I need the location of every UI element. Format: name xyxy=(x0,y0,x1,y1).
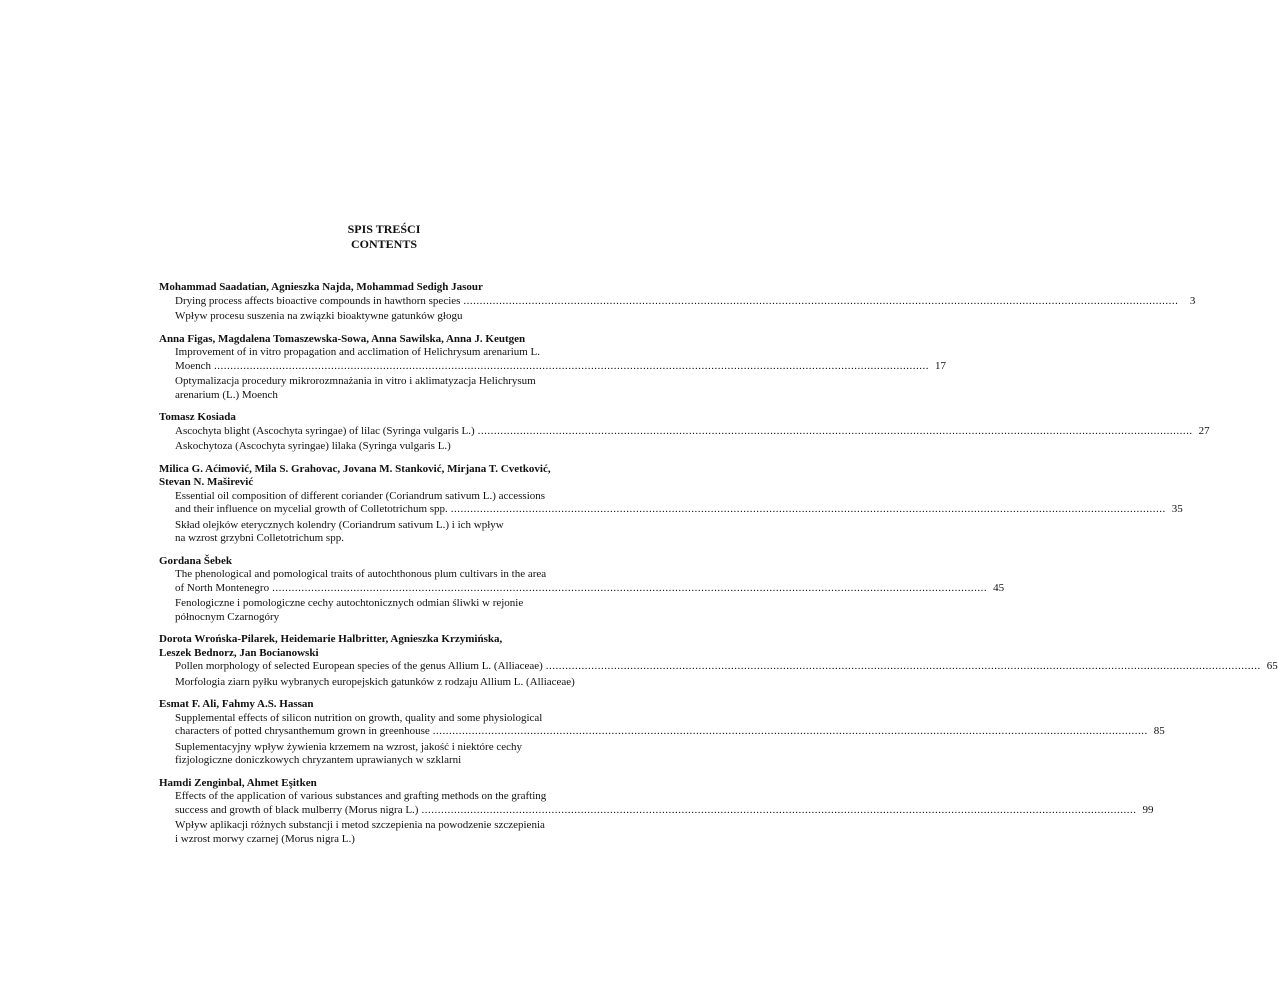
entry-body xyxy=(159,711,1165,768)
entry-authors xyxy=(159,411,612,425)
dot-leader: ............................................................................................................................................................................................................................ xyxy=(545,660,1261,672)
page-number[interactable]: 3 xyxy=(1189,294,1196,307)
english-title xyxy=(175,489,1183,517)
english-title xyxy=(175,660,1278,674)
entry-body xyxy=(159,346,947,402)
english-title-last-line xyxy=(175,803,1154,818)
entry-authors xyxy=(159,555,612,569)
polish-title-line: Fenologiczne i pomologiczne cechy autochtonicznych odmian śliwki w rejonie xyxy=(175,597,524,609)
english-title-line: Effects of the application of various substances and grafting methods on the grafting xyxy=(175,790,547,802)
polish-title-line: fizjologiczne doniczkowych chryzantem uprawianych w szklarni xyxy=(175,754,462,766)
title-polish: SPIS TREŚCI xyxy=(347,222,421,236)
english-title-last-line xyxy=(175,359,947,374)
author-line: Stevan N. Maširević xyxy=(159,476,254,488)
english-title-line: Supplemental effects of silicon nutrition on growth, quality and some physiological xyxy=(175,711,543,724)
entry-body xyxy=(159,424,1210,454)
polish-title xyxy=(175,676,612,690)
english-title-last-line xyxy=(175,503,1183,517)
page-number[interactable]: 35 xyxy=(1171,503,1183,515)
dot-leader: ............................................................................................................................................................................................................................ xyxy=(477,424,1193,437)
dot-leader: ............................................................................................................................................................................................................................ xyxy=(272,581,988,594)
toc-entry[interactable] xyxy=(159,554,1005,625)
english-title-line: Pollen morphology of selected European species of the genus Allium L. (Alliaceae) xyxy=(175,660,543,672)
polish-title xyxy=(175,519,612,546)
english-title-line: and their influence on mycelial growth of Colletotrichum spp. xyxy=(175,503,448,515)
english-title-line: Improvement of in vitro propagation and acclimation of Helichrysum arenarium L. xyxy=(175,346,541,358)
entry-body xyxy=(159,568,1005,624)
entry-authors xyxy=(159,698,612,712)
author-line: Gordana Šebek xyxy=(159,554,233,567)
toc-entry[interactable] xyxy=(159,633,1278,689)
polish-title-line: Wpływ aplikacji różnych substancji i metod szczepienia na powodzenie szczepienia xyxy=(175,819,545,831)
dot-leader: ............................................................................................................................................................................................................................ xyxy=(463,294,1179,307)
toc-entry[interactable] xyxy=(159,281,1196,324)
polish-title-line: i wzrost morwy czarnej (Morus nigra L.) xyxy=(175,832,355,845)
toc-entry[interactable] xyxy=(159,698,1165,768)
page-number[interactable]: 85 xyxy=(1153,725,1165,737)
polish-title-line: na wzrost grzybni Colletotrichum spp. xyxy=(175,532,344,544)
english-title-line: of North Montenegro xyxy=(175,581,270,594)
english-title-line: success and growth of black mulberry (Morus nigra L.) xyxy=(175,803,419,816)
polish-title-line: Morfologia ziarn pyłku wybranych europejskich gatunków z rodzaju Allium L. (Alliaceae) xyxy=(175,675,575,688)
entry-body xyxy=(159,790,1154,846)
english-title xyxy=(175,790,1154,817)
entry-body xyxy=(159,489,1183,546)
english-title-last-line xyxy=(175,660,1278,674)
polish-title-line: północnym Czarnogóry xyxy=(175,610,280,623)
author-line: Tomasz Kosiada xyxy=(159,411,236,423)
english-title-last-line xyxy=(175,725,1165,739)
toc-entry[interactable] xyxy=(159,332,947,403)
page-number[interactable]: 99 xyxy=(1142,803,1154,816)
english-title xyxy=(175,346,947,373)
polish-title xyxy=(175,440,612,454)
polish-title xyxy=(175,597,612,624)
table-of-contents xyxy=(159,281,1278,855)
polish-title xyxy=(175,310,612,324)
english-title-line: The phenological and pomological traits of autochthonous plum cultivars in the area xyxy=(175,568,547,580)
english-title-line: Ascochyta blight (Ascochyta syringae) of lilac (Syringa vulgaris L.) xyxy=(175,424,475,437)
entry-authors xyxy=(159,777,612,791)
english-title-last-line xyxy=(175,424,1210,439)
dot-leader: ............................................................................................................................................................................................................................ xyxy=(214,359,930,372)
page-number[interactable]: 45 xyxy=(993,581,1005,594)
polish-title-line: Suplementacyjny wpływ żywienia krzemem na wzrost, jakość i niektóre cechy xyxy=(175,740,522,753)
english-title-last-line xyxy=(175,581,1005,596)
english-title-line: Moench xyxy=(175,359,212,372)
polish-title-line: Askochytoza (Ascochyta syringae) lilaka (Syringa vulgaris L.) xyxy=(175,440,451,452)
english-title xyxy=(175,294,1196,309)
toc-entry[interactable] xyxy=(159,776,1154,847)
english-title-line: characters of potted chrysanthemum grown in greenhouse xyxy=(175,725,430,737)
author-line: Esmat F. Ali, Fahmy A.S. Hassan xyxy=(159,698,314,710)
author-line: Hamdi Zenginbal, Ahmet Eşitken xyxy=(159,776,317,789)
title-english: CONTENTS xyxy=(350,237,418,251)
english-title xyxy=(175,568,1005,595)
polish-title xyxy=(175,741,612,768)
english-title-line: Essential oil composition of different coriander (Coriandrum sativum L.) accessions xyxy=(175,489,546,502)
english-title-last-line xyxy=(175,294,1196,309)
entry-authors xyxy=(159,463,612,490)
entry-body xyxy=(159,660,1278,689)
english-title xyxy=(175,711,1165,739)
polish-title xyxy=(175,375,612,402)
dot-leader: ............................................................................................................................................................................................................................ xyxy=(432,725,1148,737)
toc-entry[interactable] xyxy=(159,411,1210,454)
dot-leader: ............................................................................................................................................................................................................................ xyxy=(450,503,1166,515)
entry-authors xyxy=(159,281,612,295)
dot-leader: ............................................................................................................................................................................................................................ xyxy=(421,803,1137,816)
toc-entry[interactable] xyxy=(159,462,1183,546)
entry-body xyxy=(159,294,1196,324)
entry-authors xyxy=(159,633,612,660)
page-number[interactable]: 17 xyxy=(935,359,947,372)
page-number[interactable]: 65 xyxy=(1266,660,1278,672)
polish-title-line: arenarium (L.) Moench xyxy=(175,388,278,401)
author-line: Mohammad Saadatian, Agnieszka Najda, Mohammad Sedigh Jasour xyxy=(159,281,483,293)
polish-title-line: Optymalizacja procedury mikrorozmnażania in vitro i aklimatyzacja Helichrysum xyxy=(175,375,536,387)
english-title xyxy=(175,424,1210,439)
polish-title-line: Wpływ procesu suszenia na związki bioaktywne gatunków głogu xyxy=(175,310,463,322)
author-line: Anna Figas, Magdalena Tomaszewska-Sowa, Anna Sawilska, Anna J. Keutgen xyxy=(159,332,526,345)
author-line: Leszek Bednorz, Jan Bocianowski xyxy=(159,646,319,659)
author-line: Milica G. Aćimović, Mila S. Grahovac, Jovana M. Stanković, Mirjana T. Cvetković, xyxy=(159,462,551,475)
polish-title xyxy=(175,819,612,846)
page-number[interactable]: 27 xyxy=(1198,424,1210,437)
polish-title-line: Skład olejków eterycznych kolendry (Coriandrum sativum L.) i ich wpływ xyxy=(175,518,504,531)
english-title-line: Drying process affects bioactive compounds in hawthorn species xyxy=(175,294,461,307)
page-title xyxy=(0,222,768,252)
author-line: Dorota Wrońska-Pilarek, Heidemarie Halbritter, Agnieszka Krzymińska, xyxy=(159,633,503,645)
entry-authors xyxy=(159,333,612,347)
